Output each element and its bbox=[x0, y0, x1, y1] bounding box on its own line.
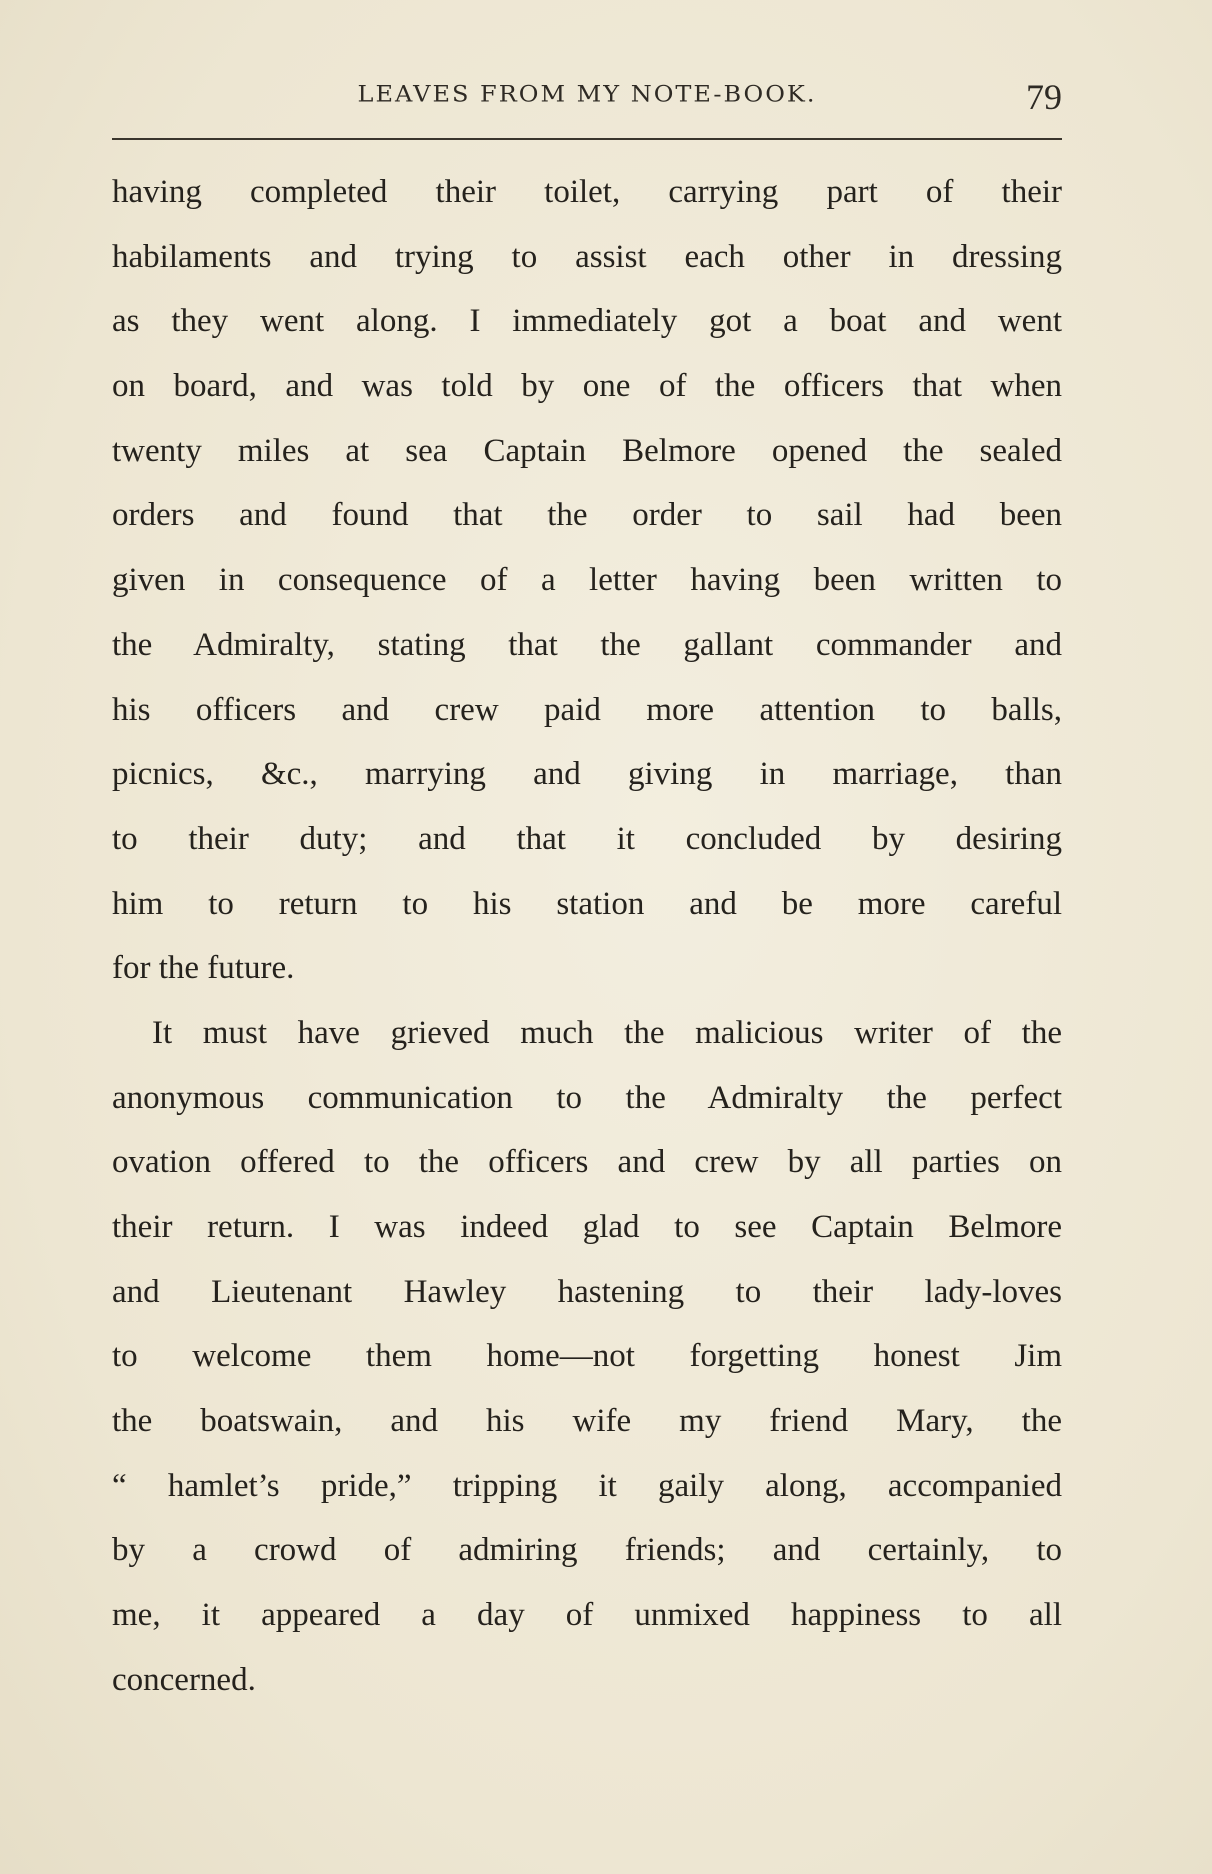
text-line: picnics, &c., marrying and giving in marriage, than bbox=[112, 756, 1062, 793]
text-line: orders and found that the order to sail had been bbox=[112, 497, 1062, 534]
running-title: LEAVES FROM MY NOTE-BOOK. bbox=[357, 80, 817, 108]
text-line: twenty miles at sea Captain Belmore opened the sealed bbox=[112, 432, 1062, 469]
text-line: their return. I was indeed glad to see Captain Belmore bbox=[112, 1209, 1062, 1245]
text-line: habilaments and trying to assist each other in dressing bbox=[112, 238, 1062, 275]
text-line: “ hamlet’s pride,” tripping it gaily along, accompanied bbox=[112, 1467, 1062, 1504]
text-line: anonymous communication to the Admiralty the perfect bbox=[112, 1079, 1062, 1116]
text-line: me, it appeared a day of unmixed happiness to all bbox=[112, 1597, 1062, 1634]
text-line: having completed their toilet, carrying part of their bbox=[112, 174, 1062, 210]
text-line: and Lieutenant Hawley hastening to their lady-loves bbox=[112, 1273, 1062, 1310]
text-line: by a crowd of admiring friends; and certainly, to bbox=[112, 1532, 1062, 1569]
text-line: him to return to his station and be more careful bbox=[112, 885, 1062, 922]
body-text bbox=[112, 160, 1062, 1713]
running-head bbox=[112, 77, 1062, 120]
text-line: to their duty; and that it concluded by desiring bbox=[112, 820, 1062, 857]
text-line: as they went along. I immediately got a boat and went bbox=[112, 303, 1062, 340]
header-rule bbox=[112, 138, 1062, 140]
text-line: the boatswain, and his wife my friend Mary, the bbox=[112, 1403, 1062, 1440]
text-line-paragraph-end: for the future. bbox=[112, 950, 295, 987]
text-line: the Admiralty, stating that the gallant commander and bbox=[112, 626, 1062, 663]
text-line: given in consequence of a letter having been written to bbox=[112, 562, 1062, 599]
page-number: 79 bbox=[1026, 77, 1062, 117]
text-line: ovation offered to the officers and crew by all parties on bbox=[112, 1144, 1062, 1181]
text-line: his officers and crew paid more attention to balls, bbox=[112, 691, 1062, 728]
text-line-paragraph-start: It must have grieved much the malicious writer of the bbox=[152, 1014, 1062, 1051]
text-line: on board, and was told by one of the officers that when bbox=[112, 368, 1062, 405]
text-line-paragraph-end: concerned. bbox=[112, 1661, 256, 1698]
text-line: to welcome them home—not forgetting honest Jim bbox=[112, 1338, 1062, 1375]
